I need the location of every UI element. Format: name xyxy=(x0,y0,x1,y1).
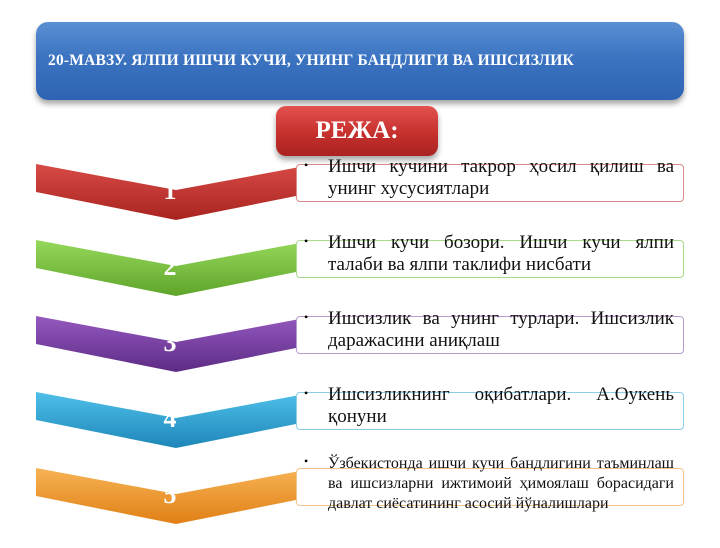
bullet-icon: • xyxy=(304,386,309,400)
item-number: 3 xyxy=(163,328,177,357)
bullet-icon: • xyxy=(304,234,309,248)
item-text: Ўзбекистонда ишчи кучи бандлигини таъминлаш ва ишсизларни ижтимоий ҳимоялаш борасидаги давлат сиёсатининг асосий йўналишлари xyxy=(328,455,674,512)
item-text: Ишчи кучи бозори. Ишчи кучи ялпи талаби ва ялпи таклифи нисбати xyxy=(328,232,674,275)
plan-label: РЕЖА: xyxy=(315,117,399,144)
title-banner xyxy=(36,22,684,100)
plan-label-box xyxy=(276,106,438,156)
item-text: Ишсизлик ва унинг турлари. Ишсизлик даражасини аниқлаш xyxy=(328,308,674,351)
item-number: 5 xyxy=(163,480,177,509)
bullet-icon: • xyxy=(304,158,309,172)
item-text: Ишчи кучини такрор ҳосил қилиш ва унинг хусусиятлари xyxy=(328,156,674,199)
item-number: 2 xyxy=(163,252,177,281)
page-title: 20-МАВЗУ. ЯЛПИ ИШЧИ КУЧИ, УНИНГ БАНДЛИГИ ВА ИШСИЗЛИК xyxy=(48,52,574,69)
item-text: Ишсизликнинг оқибатлари. А.Оукень қонуни xyxy=(328,384,674,427)
item-number: 1 xyxy=(163,176,177,205)
bullet-icon: • xyxy=(304,454,309,468)
item-number: 4 xyxy=(163,404,177,433)
plan-item xyxy=(0,454,720,548)
bullet-icon: • xyxy=(304,310,309,324)
